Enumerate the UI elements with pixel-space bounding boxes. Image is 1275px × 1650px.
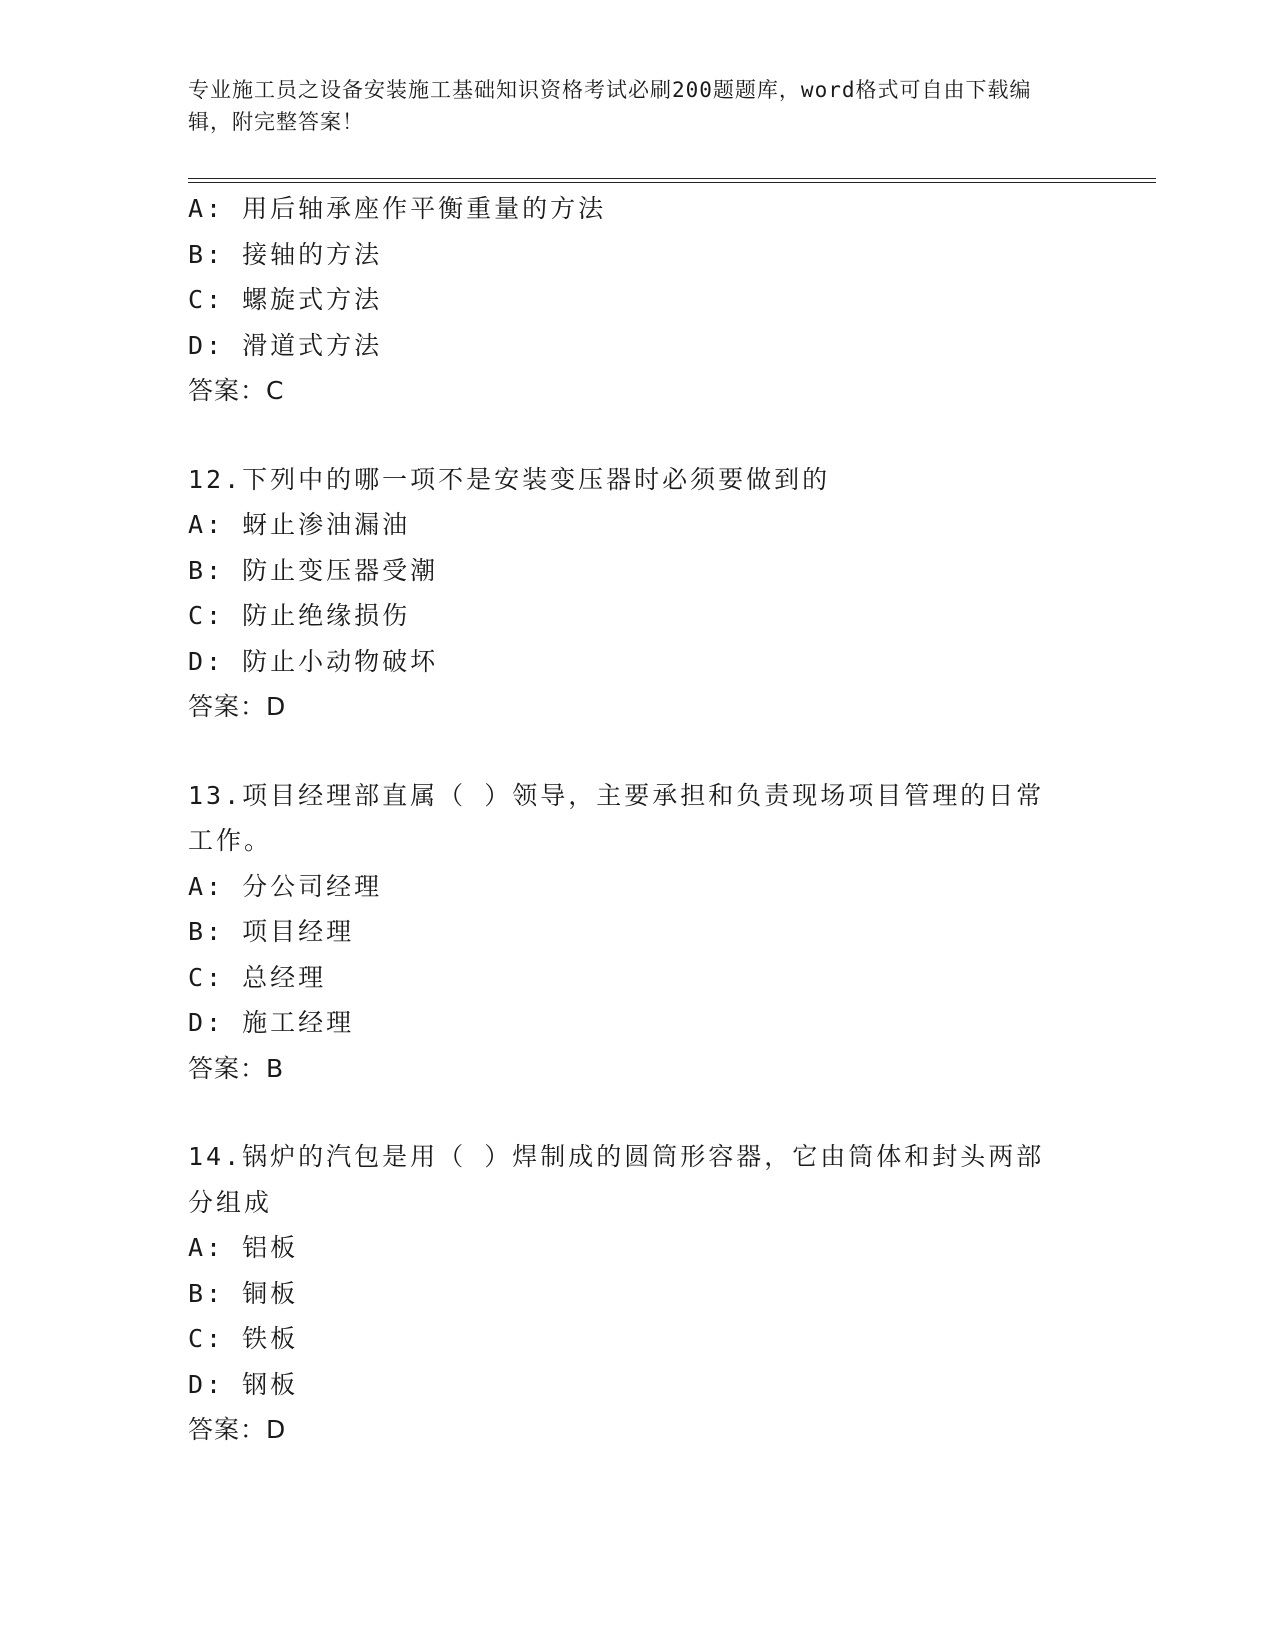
answer-line: 答案：C [188,376,285,405]
answer-line: 答案：B [188,1053,285,1083]
question-12 [188,457,1078,730]
question-14 [188,1134,1078,1453]
option-c: C: 铁板 [188,1324,299,1353]
option-a: A: 分公司经理 [188,871,383,901]
option-c: C: 螺旋式方法 [188,285,383,314]
option-b: B: 防止变压器受潮 [188,555,439,585]
header-divider-top [188,178,1156,179]
question-spacer [188,730,1078,773]
document-header: 专业施工员之设备安装施工基础知识资格考试必刷200题题库，word格式可自由下载编辑，附完整答案！ [188,78,1032,134]
option-c: C: 防止绝缘损伤 [188,601,411,630]
answer-line: 答案：D [188,1415,287,1444]
header-divider-bottom [188,182,1156,183]
option-b: B: 接轴的方法 [188,239,383,269]
question-11-continued [188,186,1078,414]
answer-line: 答案：D [188,692,287,721]
option-b: B: 铜板 [188,1278,299,1308]
question-spacer [188,414,1078,457]
question-spacer [188,1091,1078,1134]
option-d: D: 滑道式方法 [188,330,383,360]
question-13 [188,773,1078,1092]
question-stem: 14.锅炉的汽包是用（ ）焊制成的圆筒形容器，它由筒体和封头两部分组成 [188,1142,1045,1217]
option-a: A: 铝板 [188,1233,299,1262]
question-stem: 12.下列中的哪一项不是安装变压器时必须要做到的 [188,464,831,494]
option-c: C: 总经理 [188,962,327,992]
option-a: A: 用后轴承座作平衡重量的方法 [188,194,607,223]
option-a: A: 蚜止渗油漏油 [188,510,411,539]
question-stem: 13.项目经理部直属（ ）领导，主要承担和负责现场项目管理的日常工作。 [188,780,1045,855]
option-d: D: 钢板 [188,1369,299,1399]
option-b: B: 项目经理 [188,917,355,946]
document-body [188,186,1078,1453]
option-d: D: 防止小动物破坏 [188,646,439,676]
option-d: D: 施工经理 [188,1008,355,1037]
